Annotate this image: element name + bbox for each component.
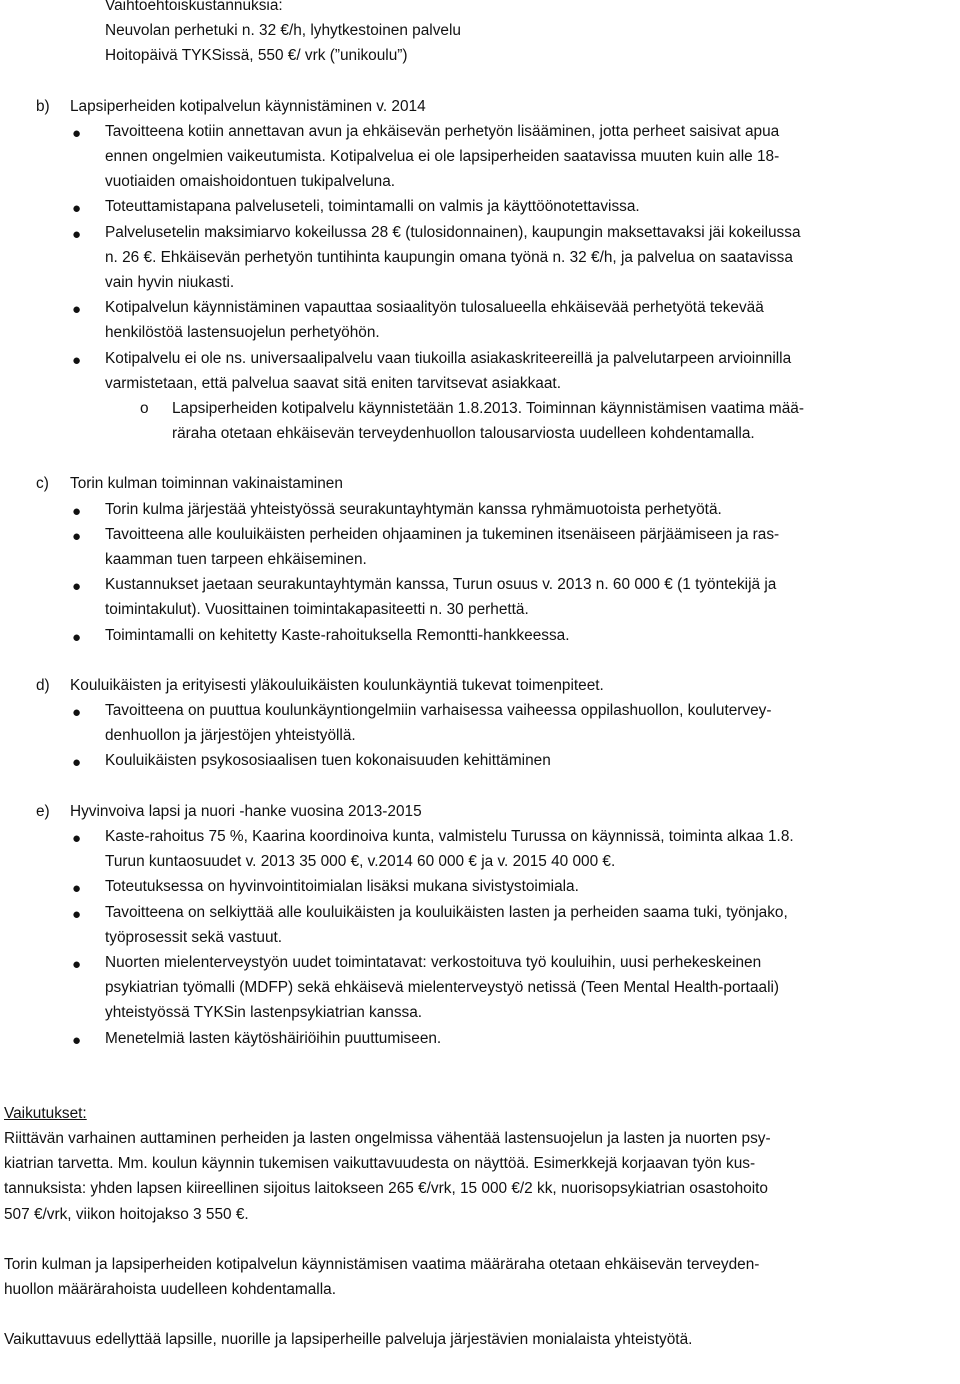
bullet-line: Kotipalvelu ei ole ns. universaalipalvelu vaan tiukoilla asiakaskriteereillä ja palvelutarpeen arvioinnilla: [105, 349, 792, 367]
section-heading: [0, 94, 960, 119]
bullet-line: varmistetaan, että palvelua saavat sitä eniten tarvitsevat asiakkaat.: [105, 374, 561, 392]
intro-heading: Vaihtoehtoiskustannuksia:: [105, 0, 283, 14]
section-b: [0, 94, 960, 447]
section-label: b): [36, 97, 50, 115]
bullet-icon: ●: [72, 628, 82, 646]
bullet-item: [0, 522, 960, 572]
sub-bullet-marker: o: [140, 400, 149, 418]
bullet-line: vuotiaiden omaishoidontuen tukipalveluna.: [105, 173, 396, 191]
paragraph-line: 507 €/vrk, viikon hoitojakso 3 550 €.: [4, 1205, 249, 1223]
section-title: Hyvinvoiva lapsi ja nuori -hanke vuosina 2013-2015: [70, 802, 422, 820]
bullet-item: [0, 295, 960, 345]
bullet-line: vain hyvin niukasti.: [105, 274, 235, 292]
bullet-item: [0, 497, 960, 522]
sub-bullet-line: räraha otetaan ehkäisevän terveydenhuollon talousarviosta uudelleen kohdentamalla.: [172, 425, 755, 443]
bullet-item: [0, 950, 960, 1026]
bullet-icon: ●: [72, 1031, 82, 1049]
effects-block: [0, 1101, 960, 1353]
bullet-line: denhuollon ja järjestöjen yhteistyöllä.: [105, 727, 356, 745]
bullet-line: n. 26 €. Ehkäisevän perhetyön tuntihinta kaupungin omana työnä n. 32 €/h, ja palvelua on saatavissa: [105, 248, 793, 266]
section-label: e): [36, 802, 50, 820]
bullet-line: kaamman tuen tarpeen ehkäiseminen.: [105, 551, 367, 569]
bullet-line: Menetelmiä lasten käytöshäiriöihin puuttumiseen.: [105, 1029, 442, 1047]
bullet-item: [0, 900, 960, 950]
intro-block: [0, 0, 960, 69]
bullet-icon: ●: [72, 502, 82, 520]
section-title: Kouluikäisten ja erityisesti yläkouluikäisten koulunkäyntiä tukevat toimenpiteet.: [70, 676, 604, 694]
bullet-icon: ●: [72, 200, 82, 218]
bullet-line: Kaste-rahoitus 75 %, Kaarina koordinoiva kunta, valmistelu Turussa on käynnissä, toiminta alkaa 1.8.: [105, 827, 794, 845]
bullet-line: Kotipalvelun käynnistäminen vapauttaa sosiaalityön tulosalueella ehkäisevää perhetyötä tekevää: [105, 299, 764, 317]
bullet-item: [0, 698, 960, 748]
paragraph-line: kiatrian tarvetta. Mm. koulun käynnin tukemisen vaikuttavuudesta on näyttöä. Esimerkkejä korjaavan työn kus-: [4, 1155, 756, 1173]
paragraph-line: Torin kulman ja lapsiperheiden kotipalvelun käynnistämisen vaatima määräraha otetaan ehkäisevän terveyden-: [4, 1255, 760, 1273]
bullet-icon: ●: [72, 301, 82, 319]
intro-line: Neuvolan perhetuki n. 32 €/h, lyhytkestoinen palvelu: [105, 22, 461, 40]
bullet-line: Tavoitteena alle kouluikäisten perheiden ohjaaminen ja tukeminen itsenäiseen pärjäämiseen ja ras-: [105, 525, 780, 543]
effects-paragraph: [0, 1327, 960, 1352]
bullet-icon: ●: [72, 880, 82, 898]
bullet-line: Turun kuntaosuudet v. 2013 35 000 €, v.2014 60 000 € ja v. 2015 40 000 €.: [105, 853, 616, 871]
bullet-item: [0, 623, 960, 648]
bullet-item: [0, 824, 960, 874]
bullet-line: Toteuttamistapana palveluseteli, toimintamalli on valmis ja käyttöönotettavissa.: [105, 198, 640, 216]
section-d: [0, 673, 960, 774]
section-c: [0, 471, 960, 647]
section-heading: [0, 799, 960, 824]
section-heading: [0, 673, 960, 698]
bullet-line: Tavoitteena on puuttua koulunkäyntiongelmiin varhaisessa vaiheessa oppilashuollon, koulutervey-: [105, 702, 772, 720]
bullet-item: [0, 1026, 960, 1051]
bullet-line: Torin kulma järjestää yhteistyössä seurakuntayhtymän kanssa ryhmämuotoista perhetyötä.: [105, 500, 722, 518]
bullet-icon: ●: [72, 754, 82, 772]
section-e: [0, 799, 960, 1051]
bullet-line: ennen ongelmien vaikeutumista. Kotipalvelua ei ole lapsiperheiden saatavissa muuten kuin alle 18-: [105, 148, 780, 166]
bullet-item: [0, 748, 960, 773]
bullet-icon: ●: [72, 829, 82, 847]
bullet-icon: ●: [72, 225, 82, 243]
bullet-icon: ●: [72, 905, 82, 923]
paragraph-line: huollon määrärahoista uudelleen kohdentamalla.: [4, 1280, 336, 1298]
section-title: Torin kulman toiminnan vakinaistaminen: [70, 475, 343, 493]
section-heading: [0, 471, 960, 496]
bullet-line: Tavoitteena on selkiyttää alle kouluikäisten ja kouluikäisten lasten ja perheiden saama tuki, työnjako,: [105, 903, 788, 921]
bullet-line: Palvelusetelin maksimiarvo kokeilussa 28 € (tulosidonnainen), kaupungin maksettavaksi jäi kokeilussa: [105, 223, 801, 241]
bullet-icon: ●: [72, 955, 82, 973]
section-label: d): [36, 676, 50, 694]
paragraph-line: tannuksista: yhden lapsen kiireellinen sijoitus laitokseen 265 €/vrk, 15 000 €/2 kk, nuorisopsykiatrian osastohoito: [4, 1180, 768, 1198]
effects-paragraph: [0, 1126, 960, 1227]
effects-paragraph: [0, 1252, 960, 1302]
bullet-line: työprosessit sekä vastuut.: [105, 928, 283, 946]
section-label: c): [36, 475, 49, 493]
bullet-icon: ●: [72, 704, 82, 722]
bullet-icon: ●: [72, 124, 82, 142]
sub-bullet-line: Lapsiperheiden kotipalvelu käynnistetään 1.8.2013. Toiminnan käynnistämisen vaatima mää-: [172, 400, 804, 418]
bullet-line: Tavoitteena kotiin annettavan avun ja ehkäisevän perhetyön lisääminen, jotta perheet saisivat apua: [105, 122, 780, 140]
bullet-line: yhteistyössä TYKSin lastenpsykiatrian kanssa.: [105, 1004, 423, 1022]
paragraph-line: Riittävän varhainen auttaminen perheiden ja lasten ongelmissa vähentää lastensuojelun ja lasten ja nuorten psy-: [4, 1129, 771, 1147]
paragraph-line: Vaikuttavuus edellyttää lapsille, nuorille ja lapsiperheille palveluja järjestävien monialaista yhteistyötä.: [4, 1331, 693, 1349]
bullet-item: [0, 194, 960, 219]
effects-heading: Vaikutukset:: [4, 1104, 87, 1122]
bullet-item: [0, 874, 960, 899]
bullet-line: henkilöstöä lastensuojelun perhetyöhön.: [105, 324, 380, 342]
bullet-line: Kouluikäisten psykososiaalisen tuen kokonaisuuden kehittäminen: [105, 752, 551, 770]
sub-bullet-item: [0, 396, 960, 446]
bullet-line: toimintakulut). Vuosittainen toimintakapasiteetti n. 30 perhettä.: [105, 601, 529, 619]
bullet-line: Toimintamalli on kehitetty Kaste-rahoituksella Remontti-hankkeessa.: [105, 626, 570, 644]
bullet-item: [0, 572, 960, 622]
bullet-line: psykiatrian työmalli (MDFP) sekä ehkäisevä mielenterveystyö netissä (Teen Mental Health-portaali): [105, 979, 780, 997]
bullet-icon: ●: [72, 578, 82, 596]
section-title: Lapsiperheiden kotipalvelun käynnistäminen v. 2014: [70, 97, 426, 115]
bullet-line: Nuorten mielenterveystyön uudet toimintatavat: verkostoituva työ kouluihin, uusi perhekeskeinen: [105, 953, 762, 971]
bullet-item: [0, 346, 960, 396]
bullet-icon: ●: [72, 527, 82, 545]
bullet-line: Kustannukset jaetaan seurakuntayhtymän kanssa, Turun osuus v. 2013 n. 60 000 € (1 työntekijä ja: [105, 576, 777, 594]
intro-line: Hoitopäivä TYKSissä, 550 €/ vrk (”unikoulu”): [105, 47, 408, 65]
bullet-icon: ●: [72, 351, 82, 369]
bullet-line: Toteutuksessa on hyvinvointitoimialan lisäksi mukana sivistystoimiala.: [105, 878, 579, 896]
bullet-item: [0, 220, 960, 296]
bullet-item: [0, 119, 960, 195]
